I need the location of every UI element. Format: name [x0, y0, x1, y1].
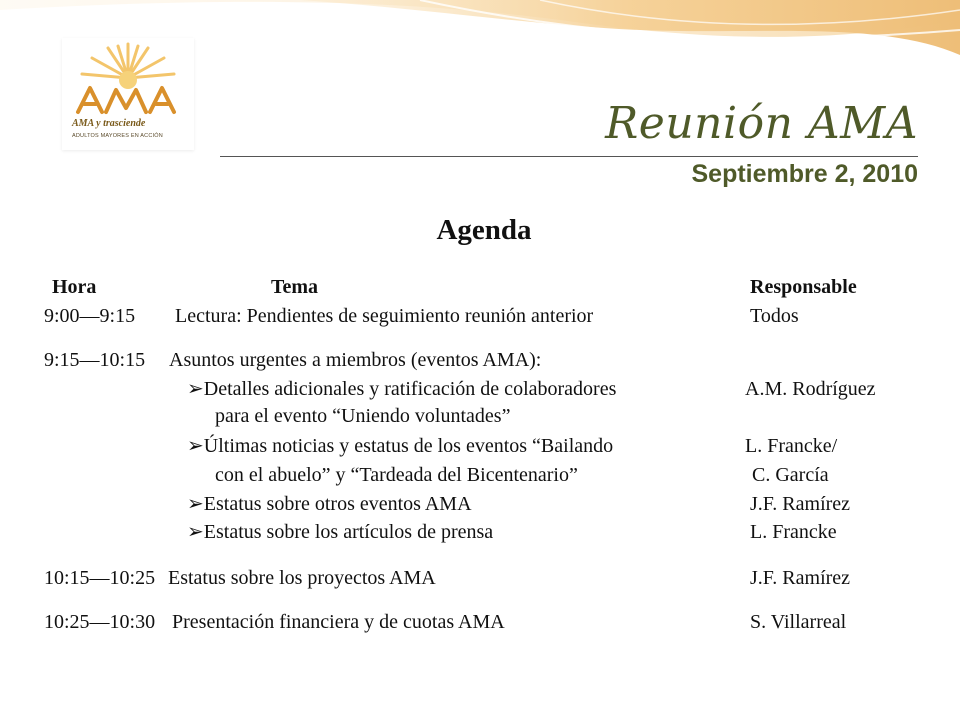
agenda-subitem — [187, 377, 616, 401]
arrow-bullet-icon: ➢ — [187, 493, 204, 515]
agenda-item-topic: Asuntos urgentes a miembros (eventos AMA): — [169, 349, 542, 371]
agenda-item-topic: Estatus sobre los proyectos AMA — [168, 567, 436, 589]
agenda-item-time: 10:15—10:25 — [44, 567, 156, 589]
agenda-subitem-owner-cont: C. García — [752, 464, 829, 486]
title-divider — [220, 156, 918, 157]
meeting-date: Septiembre 2, 2010 — [691, 160, 918, 188]
column-header-responsable: Responsable — [750, 276, 857, 298]
agenda-item-owner: J.F. Ramírez — [750, 567, 851, 589]
arrow-bullet-icon: ➢ — [187, 378, 204, 400]
agenda-subitem — [187, 520, 493, 544]
agenda-subitem-topic-cont: para el evento “Uniendo voluntades” — [215, 405, 511, 427]
agenda-subitem-owner: L. Francke/ — [745, 435, 838, 457]
agenda-item-time: 9:00—9:15 — [44, 305, 136, 327]
logo-subtext: ADULTOS MAYORES EN ACCIÓN — [72, 133, 163, 139]
agenda-item-topic: Lectura: Pendientes de seguimiento reunión anterior — [175, 305, 594, 327]
agenda-subitem-topic-cont: con el abuelo” y “Tardeada del Bicentenario” — [215, 464, 578, 486]
agenda-subitem-topic: Últimas noticias y estatus de los eventos “Bailando — [203, 435, 614, 457]
agenda-item-time: 9:15—10:15 — [44, 349, 146, 371]
agenda-subitem-owner: J.F. Ramírez — [750, 493, 851, 515]
agenda-item-owner: S. Villarreal — [750, 611, 847, 633]
agenda-subitem-topic: Estatus sobre otros eventos AMA — [203, 493, 472, 515]
agenda-subitem-owner: A.M. Rodríguez — [745, 378, 876, 400]
agenda-item-topic: Presentación financiera y de cuotas AMA — [172, 611, 505, 633]
column-header-tema: Tema — [271, 276, 319, 298]
column-header-hora: Hora — [52, 276, 97, 298]
ama-logo — [62, 38, 194, 150]
agenda-subitem — [187, 434, 613, 458]
agenda-subitem-owner: L. Francke — [750, 521, 837, 543]
agenda-heading: Agenda — [436, 214, 532, 246]
logo-text: AMA y trasciende — [72, 118, 146, 129]
agenda-subitem — [187, 492, 472, 516]
agenda-item-owner: Todos — [750, 305, 799, 327]
arrow-bullet-icon: ➢ — [187, 521, 204, 543]
agenda-subitem-topic: Estatus sobre los artículos de prensa — [203, 521, 494, 543]
agenda-subitem-topic: Detalles adicionales y ratificación de colaboradores — [203, 378, 617, 400]
page-title: Reunión AMA — [605, 98, 918, 149]
arrow-bullet-icon: ➢ — [187, 435, 204, 457]
agenda-item-time: 10:25—10:30 — [44, 611, 156, 633]
